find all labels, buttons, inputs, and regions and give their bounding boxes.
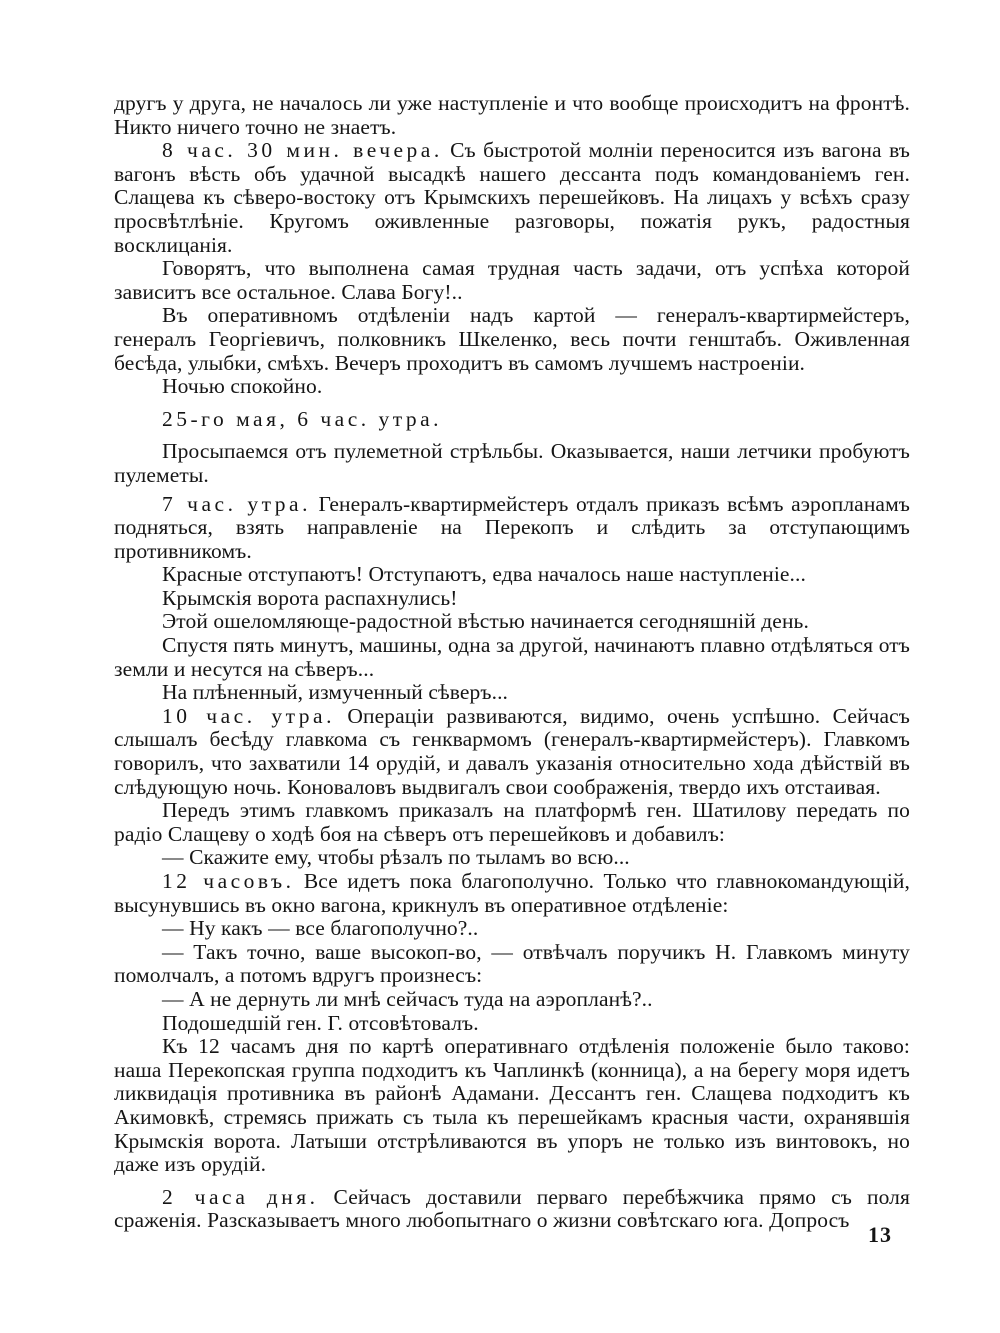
paragraph-text: — Ну какъ — все благополучно?.. xyxy=(162,916,479,941)
paragraph xyxy=(114,139,910,257)
paragraph-text: Красные отступаютъ! Отступаютъ, едва началось наше наступленіе... xyxy=(162,562,806,587)
time-heading: 7 час. утра. xyxy=(162,491,311,516)
dialogue-line xyxy=(114,988,910,1012)
paragraph xyxy=(114,705,910,799)
paragraph xyxy=(114,1035,910,1177)
paragraph-text: Передъ этимъ главкомъ приказалъ на платформѣ ген. Шатилову передать по радіо Слащеву о ходѣ боя на сѣверъ отъ перешейковъ и добавилъ: xyxy=(114,798,910,846)
paragraph-text: Сейчасъ доставили перваго перебѣжчика прямо съ поля сраженія. Разсказываетъ много любопытнаго о жизни совѣтскаго юга. Допросъ xyxy=(114,1184,910,1233)
paragraph xyxy=(114,1186,910,1233)
time-heading: 10 час. утра. xyxy=(162,703,335,728)
paragraph-text: — Скажите ему, чтобы рѣзалъ по тыламъ во всю... xyxy=(162,845,630,870)
date-heading xyxy=(114,408,910,432)
paragraph-text: Спустя пять минутъ, машины, одна за другой, начинаютъ плавно отдѣляться отъ земли и несутся на сѣверъ... xyxy=(114,633,910,681)
paragraph xyxy=(114,799,910,846)
paragraph xyxy=(114,1012,910,1036)
page-body xyxy=(114,92,910,1233)
paragraph-text: Съ быстротой молніи переносится изъ вагона въ вагонъ вѣсть объ удачной высадкѣ нашего дессанта подъ командованіемъ ген. Слащева къ сѣверо-востоку отъ Крымскихъ перешейковъ. На лицахъ у всѣхъ сразу просвѣтлѣніе. Кругомъ оживленные разговоры, пожатія рукъ, радостныя восклицанія. xyxy=(114,138,911,257)
paragraph-text: На плѣненный, измученный сѣверъ... xyxy=(162,680,509,705)
paragraph xyxy=(114,375,910,399)
paragraph-text: — А не дернуть ли мнѣ сейчасъ туда на аэропланѣ?.. xyxy=(162,986,653,1011)
dialogue-line xyxy=(114,917,910,941)
page-number: 13 xyxy=(868,1222,892,1247)
paragraph xyxy=(114,681,910,705)
paragraph xyxy=(114,304,910,375)
paragraph-text: другъ у друга, не началось ли уже наступленіе и что вообще происходитъ на фронтѣ. Никто ничего точно не знаетъ. xyxy=(114,91,910,139)
paragraph-text: Генералъ-квартирмейстеръ отдалъ приказъ всѣмъ аэропланамъ подняться, взять направленіе на Перекопъ и слѣдить за отступающимъ противникомъ. xyxy=(114,491,910,563)
paragraph-text: Подошедшій ген. Г. отсовѣтовалъ. xyxy=(162,1010,479,1035)
paragraph xyxy=(114,563,910,587)
paragraph-text: Операціи развиваются, видимо, очень успѣшно. Сейчасъ слышалъ бесѣду главкома съ генквармомъ (генералъ-квартирмейстеръ). Главкомъ говорилъ, что захватили 14 орудій, и давалъ указанія относительно хода дѣйствій въ слѣдующую ночь. Коноваловъ выдвигалъ свои соображенія, твердо ихъ отстаивая. xyxy=(114,703,910,799)
time-heading: 12 часовъ. xyxy=(162,869,295,893)
time-heading: 2 часа дня. xyxy=(162,1184,319,1209)
paragraph-text: Къ 12 часамъ дня по картѣ оперативнаго отдѣленія положеніе было таково: наша Перекопская группа подходитъ къ Чаплинкѣ (конница), а на берегу моря идетъ ликвидація противника въ районѣ Адамани. Дессантъ ген. Слащева подходитъ къ Акимовкѣ, стремясь прижать съ тыла къ перешейкамъ красныя части, охранявшія Крымскія ворота. Латыши отстрѣливаются въ упоръ не только изъ винтовокъ, но даже изъ орудій. xyxy=(114,1034,910,1177)
paragraph xyxy=(114,587,910,611)
paragraph xyxy=(114,870,910,917)
dialogue-line xyxy=(114,941,910,988)
paragraph-text: Въ оперативномъ отдѣленіи надъ картой — генералъ-квартирмейстеръ, генералъ Георгіевичъ, полковникъ Шкеленко, весь почти генштабъ. Оживленная бесѣда, улыбки, смѣхъ. Вечеръ проходитъ въ самомъ лучшемъ настроеніи. xyxy=(114,303,910,375)
date-heading-text: 25-го мая, 6 час. утра. xyxy=(162,406,443,431)
paragraph xyxy=(114,634,910,681)
paragraph-text: Ночью спокойно. xyxy=(162,374,323,399)
paragraph-text: — Такъ точно, ваше высокоп-во, — отвѣчалъ поручикъ Н. Главкомъ минуту помолчалъ, а потомъ вдругъ произнесъ: xyxy=(114,939,910,988)
paragraph-text: Все идетъ пока благополучно. Только что главнокомандующій, высунувшись въ окно вагона, крикнулъ въ оперативное отдѣленіе: xyxy=(114,869,910,917)
paragraph-text: Просыпаемся отъ пулеметной стрѣльбы. Оказывается, наши летчики пробуютъ пулеметы. xyxy=(114,439,910,487)
paragraph xyxy=(114,610,910,634)
time-heading: 8 час. 30 мин. вечера. xyxy=(162,138,443,163)
paragraph xyxy=(114,257,910,304)
paragraph xyxy=(114,440,910,487)
paragraph-text: Крымскія ворота распахнулись! xyxy=(162,585,458,610)
paragraph xyxy=(114,92,910,139)
dialogue-line xyxy=(114,846,910,870)
paragraph-text: Этой ошеломляюще-радостной вѣстью начинается сегодняшній день. xyxy=(162,609,809,634)
paragraph-text: Говорятъ, что выполнена самая трудная часть задачи, отъ успѣха которой зависитъ все остальное. Слава Богу!.. xyxy=(114,256,910,304)
paragraph xyxy=(114,493,910,564)
